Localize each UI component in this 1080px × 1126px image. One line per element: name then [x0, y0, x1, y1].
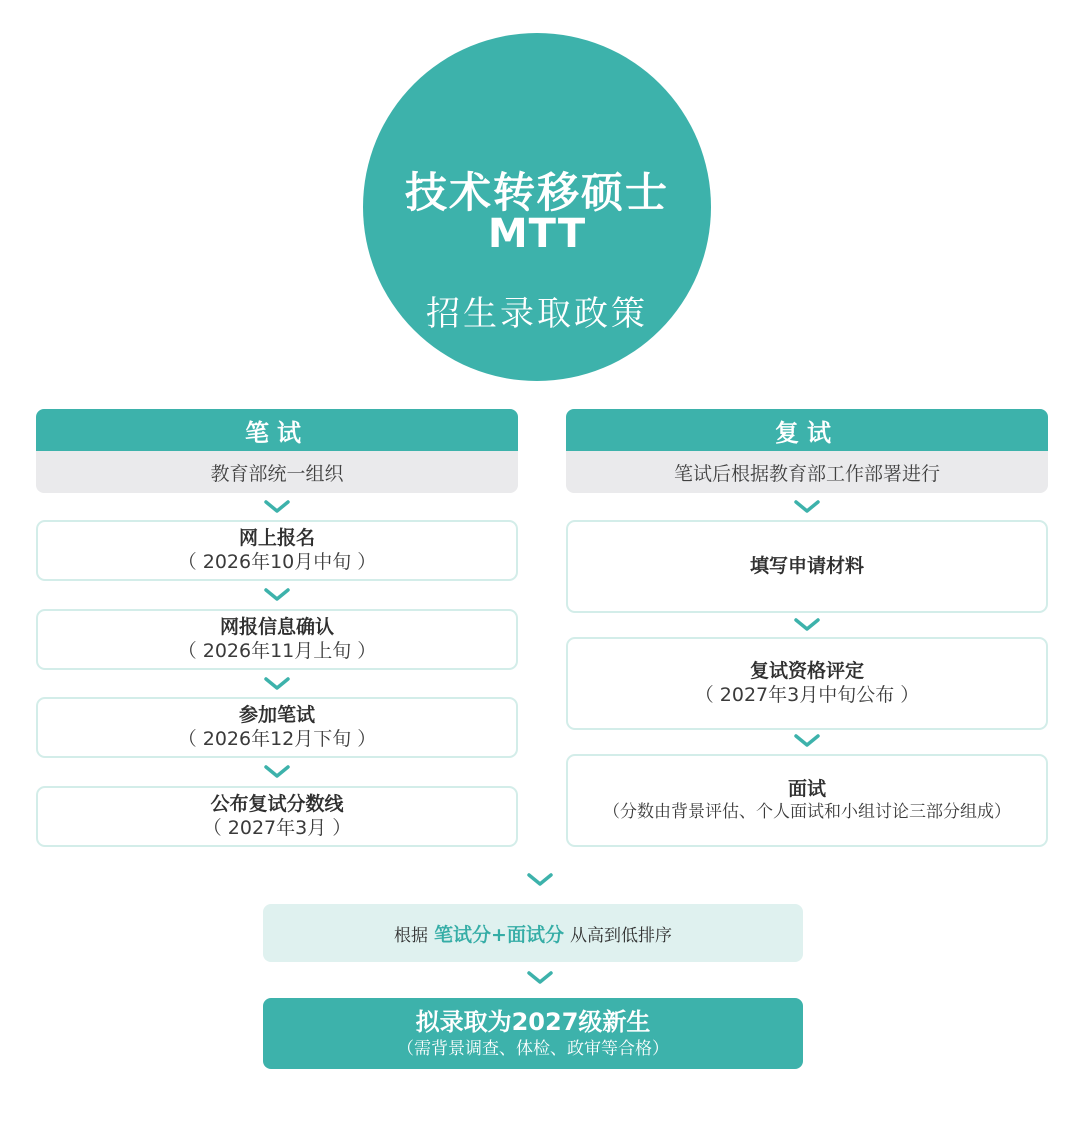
title-circle [363, 33, 711, 381]
step-date: （ 2026年11月上旬 ） [177, 639, 377, 662]
written-exam-subheader: 教育部统一组织 [36, 451, 518, 493]
step-take-exam [36, 697, 518, 758]
step-title: 填写申请材料 [749, 554, 864, 577]
step-title: 网上报名 [238, 526, 315, 549]
ranking-box [263, 904, 803, 962]
chevron-down-icon [527, 873, 553, 887]
final-title: 拟录取为2027级新生 [415, 1007, 651, 1036]
step-interview [566, 754, 1048, 847]
title-line2: MTT [487, 211, 587, 257]
chevron-down-icon [264, 677, 290, 691]
chevron-down-icon [794, 734, 820, 748]
interview-header: 复试 [566, 409, 1048, 451]
step-eligibility-review [566, 637, 1048, 730]
step-online-registration [36, 520, 518, 581]
step-title: 复试资格评定 [749, 659, 864, 682]
chevron-down-icon [794, 618, 820, 632]
chevron-down-icon [264, 588, 290, 602]
title-line1: 技术转移硕士 [404, 168, 669, 217]
step-date: （ 2027年3月中旬公布 ） [694, 683, 920, 706]
interview-subheader: 笔试后根据教育部工作部署进行 [566, 451, 1048, 493]
step-title: 网报信息确认 [219, 615, 334, 638]
ranking-highlight: 笔试分+面试分 [434, 923, 564, 946]
chevron-down-icon [264, 765, 290, 779]
step-info-confirmation [36, 609, 518, 670]
chevron-down-icon [527, 971, 553, 985]
step-date: （ 2027年3月 ） [202, 816, 352, 839]
step-fill-application [566, 520, 1048, 613]
step-title: 面试 [787, 778, 826, 800]
final-note: （需背景调查、体检、政审等合格） [397, 1039, 669, 1060]
ranking-suffix: 从高到低排序 [569, 925, 672, 946]
step-note: （分数由背景评估、个人面试和小组讨论三部分组成） [603, 801, 1011, 822]
written-exam-header: 笔试 [36, 409, 518, 451]
step-date: （ 2026年12月下旬 ） [177, 727, 377, 750]
step-title: 公布复试分数线 [210, 792, 344, 815]
chevron-down-icon [264, 500, 290, 514]
step-title: 参加笔试 [238, 703, 315, 726]
ranking-prefix: 根据 [394, 925, 429, 946]
title-line3: 招生录取政策 [426, 294, 648, 334]
step-publish-cutoff [36, 786, 518, 847]
final-admission-box [263, 998, 803, 1069]
chevron-down-icon [794, 500, 820, 514]
step-date: （ 2026年10月中旬 ） [177, 550, 377, 573]
